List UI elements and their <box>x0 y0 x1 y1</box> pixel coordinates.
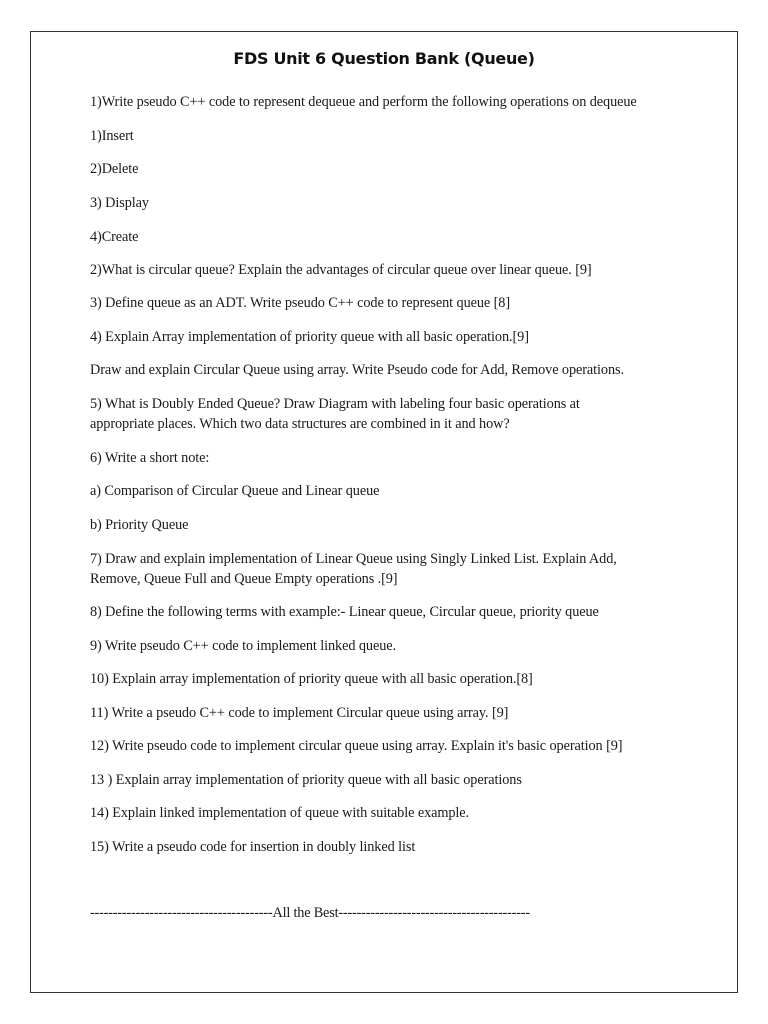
question-line: 15) Write a pseudo code for insertion in doubly linked list <box>90 839 416 855</box>
question-line: 13 ) Explain array implementation of priority queue with all basic operations <box>90 772 522 788</box>
question-line: 5) What is Doubly Ended Queue? Draw Diagram with labeling four basic operations at <box>90 396 580 412</box>
question-line: 9) Write pseudo C++ code to implement linked queue. <box>90 638 396 654</box>
question-line: 1)Insert <box>90 128 134 144</box>
question-line: b) Priority Queue <box>90 517 189 533</box>
question-line: 4) Explain Array implementation of priority queue with all basic operation.[9] <box>90 329 529 345</box>
question-line: appropriate places. Which two data structures are combined in it and how? <box>90 416 510 432</box>
footer-all-the-best: ----------------------------------------All the Best------------------------------------------ <box>90 905 530 921</box>
document-title: FDS Unit 6 Question Bank (Queue) <box>233 49 535 68</box>
question-line: 2)Delete <box>90 161 139 177</box>
question-line: 4)Create <box>90 229 139 245</box>
question-line: 11) Write a pseudo C++ code to implement Circular queue using array. [9] <box>90 705 509 721</box>
question-line: 7) Draw and explain implementation of Linear Queue using Singly Linked List. Explain Add, <box>90 551 617 567</box>
question-line: 2)What is circular queue? Explain the advantages of circular queue over linear queue. [9] <box>90 262 592 278</box>
question-line: 3) Define queue as an ADT. Write pseudo C++ code to represent queue [8] <box>90 295 511 311</box>
question-line: 6) Write a short note: <box>90 450 210 466</box>
question-line: 1)Write pseudo C++ code to represent dequeue and perform the following operations on dequeue <box>90 94 637 110</box>
question-line: 14) Explain linked implementation of queue with suitable example. <box>90 805 470 821</box>
question-line: Draw and explain Circular Queue using array. Write Pseudo code for Add, Remove operations. <box>90 362 624 378</box>
question-line: 10) Explain array implementation of priority queue with all basic operation.[8] <box>90 671 533 687</box>
question-line: 8) Define the following terms with example:- Linear queue, Circular queue, priority queue <box>90 604 599 620</box>
question-line: 3) Display <box>90 195 149 211</box>
question-line: Remove, Queue Full and Queue Empty operations .[9] <box>90 571 398 587</box>
question-line: a) Comparison of Circular Queue and Linear queue <box>90 483 380 499</box>
question-line: 12) Write pseudo code to implement circular queue using array. Explain it's basic operation [9] <box>90 738 623 754</box>
